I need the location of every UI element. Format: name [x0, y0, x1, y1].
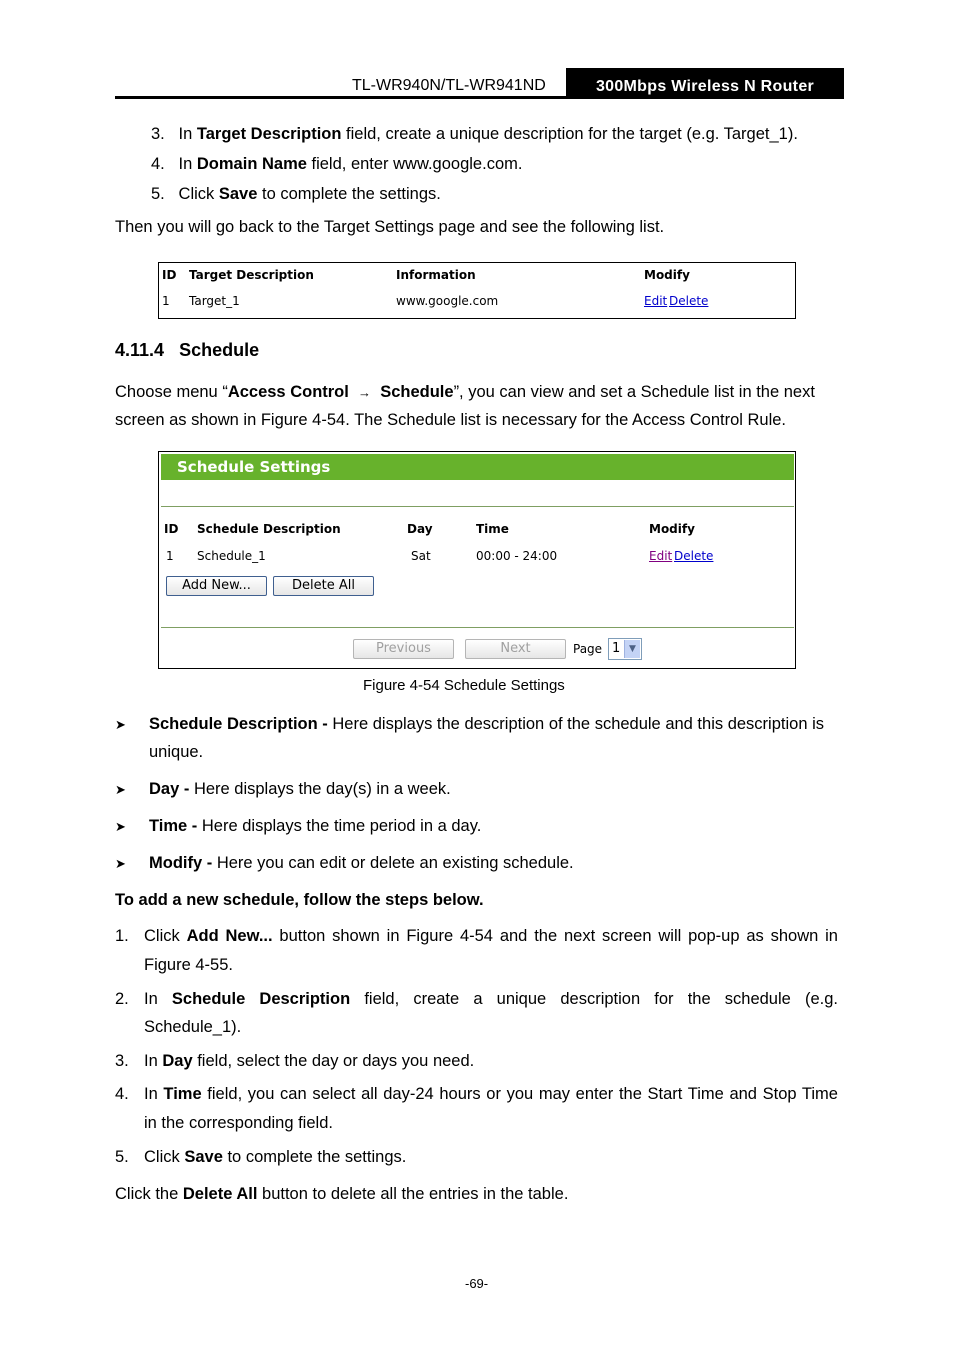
col-id-header: ID: [164, 522, 179, 536]
divider: [161, 627, 794, 628]
row-id: 1: [166, 549, 174, 563]
row-information: www.google.com: [396, 294, 499, 308]
step-top-5: 5. Click Save to complete the settings.: [151, 185, 441, 203]
col-information-header: Information: [396, 268, 476, 282]
row-time: 00:00 - 24:00: [476, 549, 558, 563]
arrow-icon: →: [358, 385, 372, 400]
add-schedule-heading: To add a new schedule, follow the steps below.: [115, 891, 484, 909]
arrow-bullet-icon: ➤: [115, 819, 126, 834]
section-title: Schedule: [179, 340, 260, 360]
intro-line-1: Choose menu “Access Control → Schedule”, you can view and set a Schedule list in the next: [115, 383, 815, 401]
col-id-header: ID: [162, 268, 177, 282]
col-modify-header: Modify: [649, 522, 695, 536]
edit-link[interactable]: Edit: [649, 549, 673, 563]
step-5: 5. Click Save to complete the settings.: [115, 1148, 407, 1166]
col-modify-header: Modify: [644, 268, 690, 282]
previous-button[interactable]: Previous: [353, 639, 454, 659]
row-day: Sat: [411, 549, 431, 563]
panel-title-bar: [161, 454, 794, 480]
bullet-modify: ➤ Modify - Here you can edit or delete an existing schedule.: [115, 854, 574, 872]
closing-text: Click the Delete All button to delete all the entries in the table.: [115, 1185, 569, 1203]
target-list-table: [158, 262, 796, 319]
chevron-down-icon: ▼: [624, 640, 640, 658]
bullet-continuation: unique.: [149, 743, 204, 761]
schedule-settings-panel: [158, 451, 796, 669]
add-new-button[interactable]: Add New...: [166, 576, 267, 596]
step-3: 3. In Day field, select the day or days you need.: [115, 1052, 475, 1070]
step-4-continuation: in the corresponding field.: [144, 1114, 333, 1132]
arrow-bullet-icon: ➤: [115, 717, 126, 732]
then-text: Then you will go back to the Target Settings page and see the following list.: [115, 218, 665, 236]
step-1-continuation: Figure 4-55.: [144, 956, 233, 974]
step-2: 2. In Schedule Description field, create a unique description for the schedule (e.g.: [115, 990, 838, 1008]
row-id: 1: [162, 294, 170, 308]
next-button[interactable]: Next: [465, 639, 566, 659]
divider: [161, 506, 794, 507]
intro-line-2: screen as shown in Figure 4-54. The Schedule list is necessary for the Access Control Rule.: [115, 411, 787, 429]
page-select[interactable]: [608, 638, 642, 660]
header-rule: [115, 96, 844, 99]
col-target-description-header: Target Description: [189, 268, 314, 282]
section-heading: [115, 340, 259, 361]
step-top-4: 4. In Domain Name field, enter www.google.com.: [151, 155, 523, 173]
bullet-day: ➤ Day - Here displays the day(s) in a week.: [115, 780, 451, 798]
step-1: 1. Click Add New... button shown in Figure 4-54 and the next screen will pop-up as shown in: [115, 927, 838, 945]
bullet-schedule-description: ➤ Schedule Description - Here displays the description of the schedule and this description is: [115, 715, 824, 733]
step-4: 4. In Time field, you can select all day-24 hours or you may enter the Start Time and Stop Time: [115, 1085, 838, 1103]
row-target-description: Target_1: [189, 294, 240, 308]
page-label: Page: [573, 642, 603, 656]
bullet-time: ➤ Time - Here displays the time period in a day.: [115, 817, 482, 835]
delete-all-button[interactable]: Delete All: [273, 576, 374, 596]
col-time-header: Time: [476, 522, 509, 536]
panel-title: Schedule Settings: [177, 458, 331, 476]
page-select-value: 1: [612, 641, 621, 656]
delete-link[interactable]: Delete: [669, 294, 709, 308]
row-schedule-description: Schedule_1: [197, 549, 266, 563]
edit-link[interactable]: Edit: [644, 294, 668, 308]
section-number: 4.11.4: [115, 340, 165, 360]
col-day-header: Day: [407, 522, 433, 536]
delete-link[interactable]: Delete: [674, 549, 714, 563]
arrow-bullet-icon: ➤: [115, 856, 126, 871]
header-model: TL-WR940N/TL-WR941ND: [352, 77, 546, 94]
step-top-3: 3. In Target Description field, create a unique description for the target (e.g. Target_1).: [151, 125, 798, 143]
col-schedule-description-header: Schedule Description: [197, 522, 341, 536]
step-2-continuation: Schedule_1).: [144, 1018, 242, 1036]
arrow-bullet-icon: ➤: [115, 782, 126, 797]
figure-caption: Figure 4-54 Schedule Settings: [363, 677, 565, 694]
page-number: -69-: [465, 1276, 489, 1291]
header-product: 300Mbps Wireless N Router: [566, 68, 844, 99]
